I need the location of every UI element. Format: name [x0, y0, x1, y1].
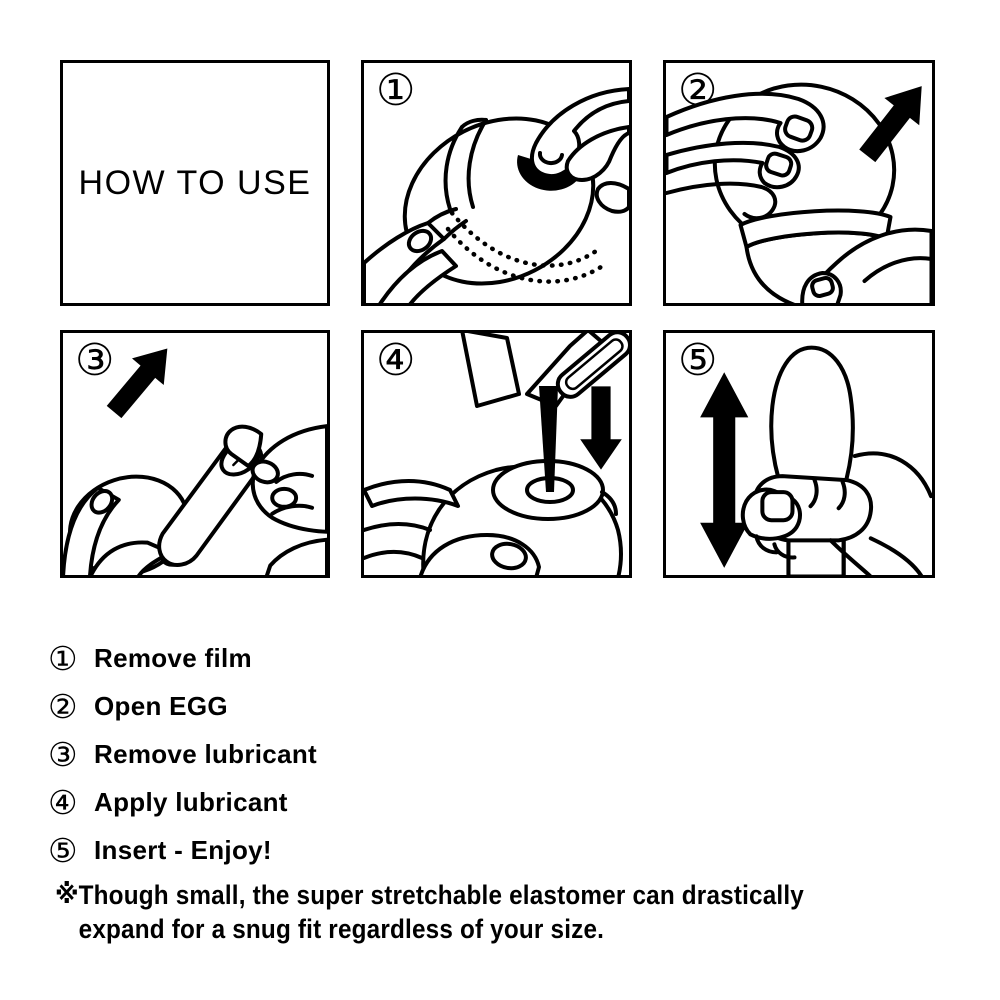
panel-step-2: [663, 60, 935, 306]
step-item-3: [48, 730, 317, 778]
title-panel: [60, 60, 330, 306]
step-label: Open EGG: [94, 690, 228, 721]
step-number: ②: [48, 686, 78, 726]
panel-step-1: [361, 60, 632, 306]
instruction-list: [48, 634, 317, 874]
step-item-2: [48, 682, 317, 730]
note-line-1: Though small, the super stretchable elastomer can drastically: [78, 880, 804, 910]
page-title: HOW TO USE: [78, 163, 312, 202]
right-hand: [225, 426, 327, 575]
panel-number-4: ④: [376, 335, 416, 386]
panel-step-3: [60, 330, 330, 578]
step-label: Remove film: [94, 642, 252, 673]
egg-in-hand: [364, 386, 621, 575]
arrow-down-icon: [580, 386, 622, 469]
panel-number-2: ②: [678, 65, 718, 116]
step-item-1: [48, 634, 317, 682]
panel-number-3: ③: [75, 335, 115, 386]
step-item-4: [48, 778, 317, 826]
step-label: Insert - Enjoy!: [94, 834, 272, 865]
note-line-2: expand for a snug fit regardless of your size.: [78, 914, 605, 944]
step-number: ①: [48, 638, 78, 678]
step-label: Apply lubricant: [94, 786, 288, 817]
panel-step-5: [663, 330, 935, 578]
step-number: ③: [48, 734, 78, 774]
note-text: [79, 878, 804, 946]
size-note: [55, 878, 955, 946]
panel-step-4: [361, 330, 632, 578]
reference-mark: ※: [55, 879, 79, 910]
step-number: ⑤: [48, 830, 78, 870]
arrow-up-down-icon: [700, 372, 748, 568]
panel-number-1: ①: [376, 65, 416, 116]
step-number: ④: [48, 782, 78, 822]
panel-number-5: ⑤: [678, 335, 718, 386]
step-item-5: [48, 826, 317, 874]
panel-grid: [60, 60, 935, 578]
step-label: Remove lubricant: [94, 738, 317, 769]
